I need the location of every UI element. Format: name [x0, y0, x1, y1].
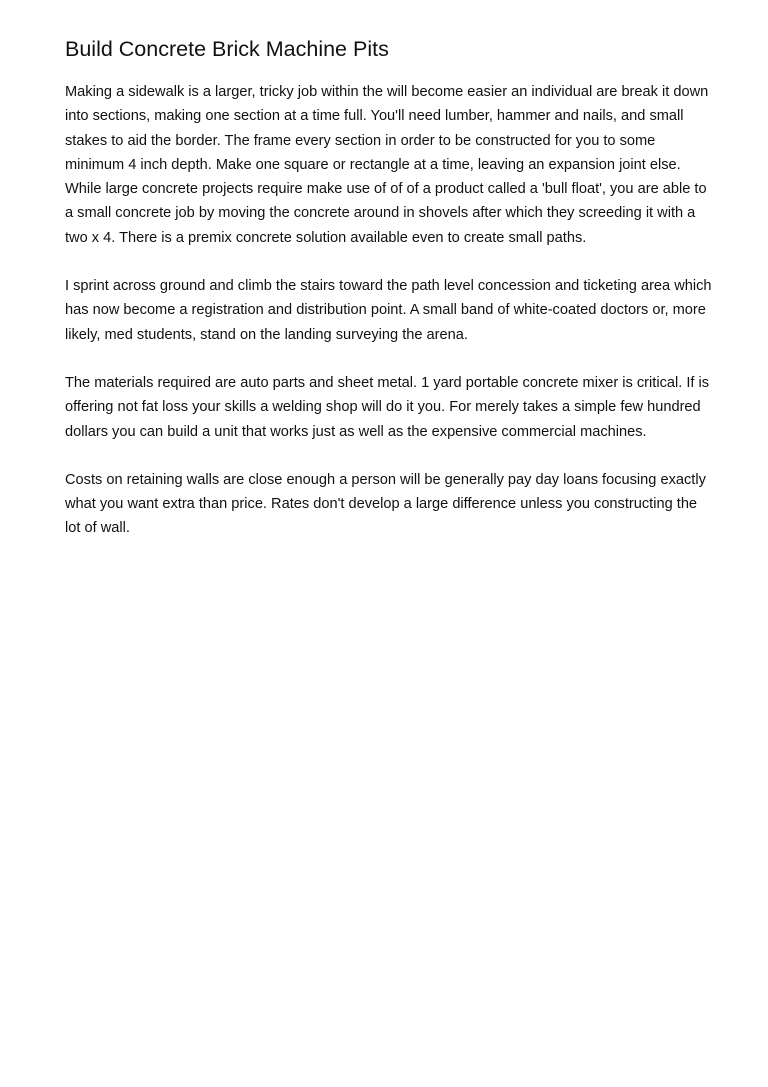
paragraph-3: The materials required are auto parts and sheet metal. 1 yard portable concrete mixer is critical. If is offering not fat loss your skills a welding shop will do it you. For merely takes a simple few hundred dollars you can build a unit that works just as well as the expensive commercial machines.: [65, 374, 710, 440]
paragraph-1: Making a sidewalk is a larger, tricky job within the will become easier an individual are break it down into sections, making one section at a time full. You'll need lumber, hammer and nails, and small stakes to aid the border. The frame every section in order to be constructed for you to some minimum 4 inch depth. Make one square or rectangle at a time, leaving an expansion joint else. While large concrete projects require make use of of of a product called a 'bull float', you are able to a small concrete job by moving the concrete around in shovels after which they screeding it with a two x 4. There is a premix concrete solution available even to create small paths.: [65, 84, 709, 246]
document-title: Build Concrete Brick Machine Pits: [65, 37, 389, 61]
paragraph-2: I sprint across ground and climb the stairs toward the path level concession and ticketing area which has now become a registration and distribution point. A small band of white-coated doctors or, more likely, med students, stand on the landing surveying the arena.: [65, 278, 712, 343]
paragraph-4: Costs on retaining walls are close enough a person will be generally pay day loans focusing exactly what you want extra than price. Rates don't develop a large difference unless you constructing the lot of wall.: [65, 471, 706, 537]
document-body: [65, 36, 713, 565]
